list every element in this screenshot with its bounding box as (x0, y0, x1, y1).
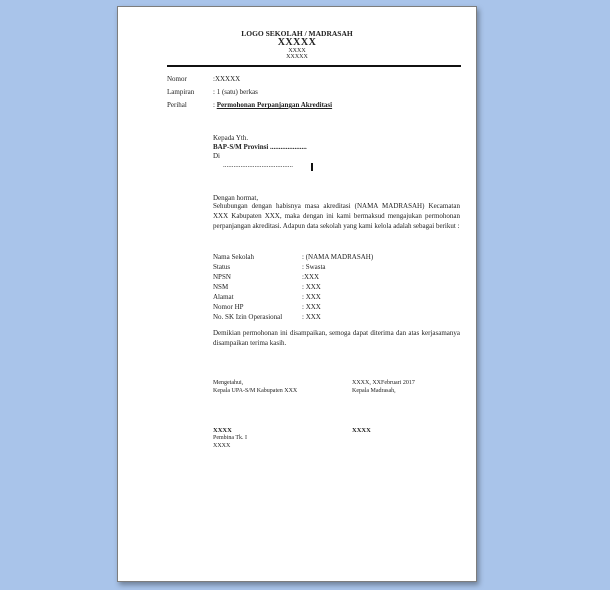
sign-right-title: Kepala Madrasah, (352, 388, 396, 394)
data-label-npsn: NPSN (213, 273, 231, 281)
data-label-nama-sekolah: Nama Sekolah (213, 253, 255, 261)
opening-paragraph: Sehubungan dengan habisnya masa akreditasi (NAMA MADRASAH) Kecamatan XXX Kabupaten XXX, maka dengan ini kami bermaksud mengajukan permohonan perpanjangan akreditasi. Adapun data sekolah yang kami kelola adalah sebagai berikut : (213, 202, 460, 230)
data-label-nsm: NSM (213, 283, 229, 291)
recipient-name: BAP-S/M Provinsi ..................... (213, 143, 307, 151)
recipient-address: ........................................ (223, 161, 293, 169)
closing-paragraph: Demikian permohonan ini disampaikan, semoga dapat diterima dan atas kerjasamanya disampaikan terima kasih. (213, 329, 460, 347)
letterhead-line-1: XXXX (288, 48, 306, 54)
perihal-label: Perihal (167, 101, 187, 109)
letterhead-line-2: XXXXX (286, 54, 308, 60)
data-value-npsn: :XXX (302, 273, 320, 281)
sign-left-nip: XXXX (213, 443, 231, 449)
data-value-nama-sekolah: : (NAMA MADRASAH) (302, 253, 374, 261)
greeting: Dengan hormat, (213, 194, 259, 202)
sign-left-rank: Pembina Tk. I (213, 435, 248, 441)
data-value-sk-izin: : XXX (302, 313, 321, 321)
sign-left-name: XXXX (213, 427, 232, 434)
data-label-status: Status (213, 263, 231, 271)
data-label-nomor-hp: Nomor HP (213, 303, 244, 311)
perihal-colon: : (213, 101, 217, 109)
perihal-value: Permohonan Perpanjangan Akreditasi (216, 101, 333, 109)
perihal-line (213, 101, 332, 109)
sign-right-name: XXXX (352, 427, 371, 434)
data-value-nsm: : XXX (302, 283, 321, 291)
sign-left-line-1: Mengetahui, (213, 380, 244, 386)
recipient-di: Di (213, 152, 220, 160)
recipient-salutation: Kepada Yth. (213, 134, 249, 142)
document-page (117, 6, 477, 582)
letterhead-logo-text: LOGO SEKOLAH / MADRASAH (241, 29, 353, 38)
lampiran-label: Lampiran (167, 88, 195, 96)
data-value-nomor-hp: : XXX (302, 303, 321, 311)
sign-left-line-2: Kepala UPA-S/M Kabupaten XXX (213, 388, 298, 394)
data-label-alamat: Alamat (213, 293, 234, 301)
text-cursor (311, 163, 313, 171)
nomor-value: :XXXXX (213, 75, 241, 83)
letterhead-divider (167, 65, 461, 67)
lampiran-value: : 1 (satu) berkas (213, 88, 258, 96)
letterhead-school-name: XXXXX (277, 37, 317, 48)
nomor-label: Nomor (167, 75, 187, 83)
data-label-sk-izin: No. SK Izin Operasional (213, 313, 283, 321)
data-value-alamat: : XXX (302, 293, 321, 301)
sign-right-date: XXXX, XXFebruari 2017 (352, 380, 415, 386)
data-value-status: : Swasta (302, 263, 326, 271)
